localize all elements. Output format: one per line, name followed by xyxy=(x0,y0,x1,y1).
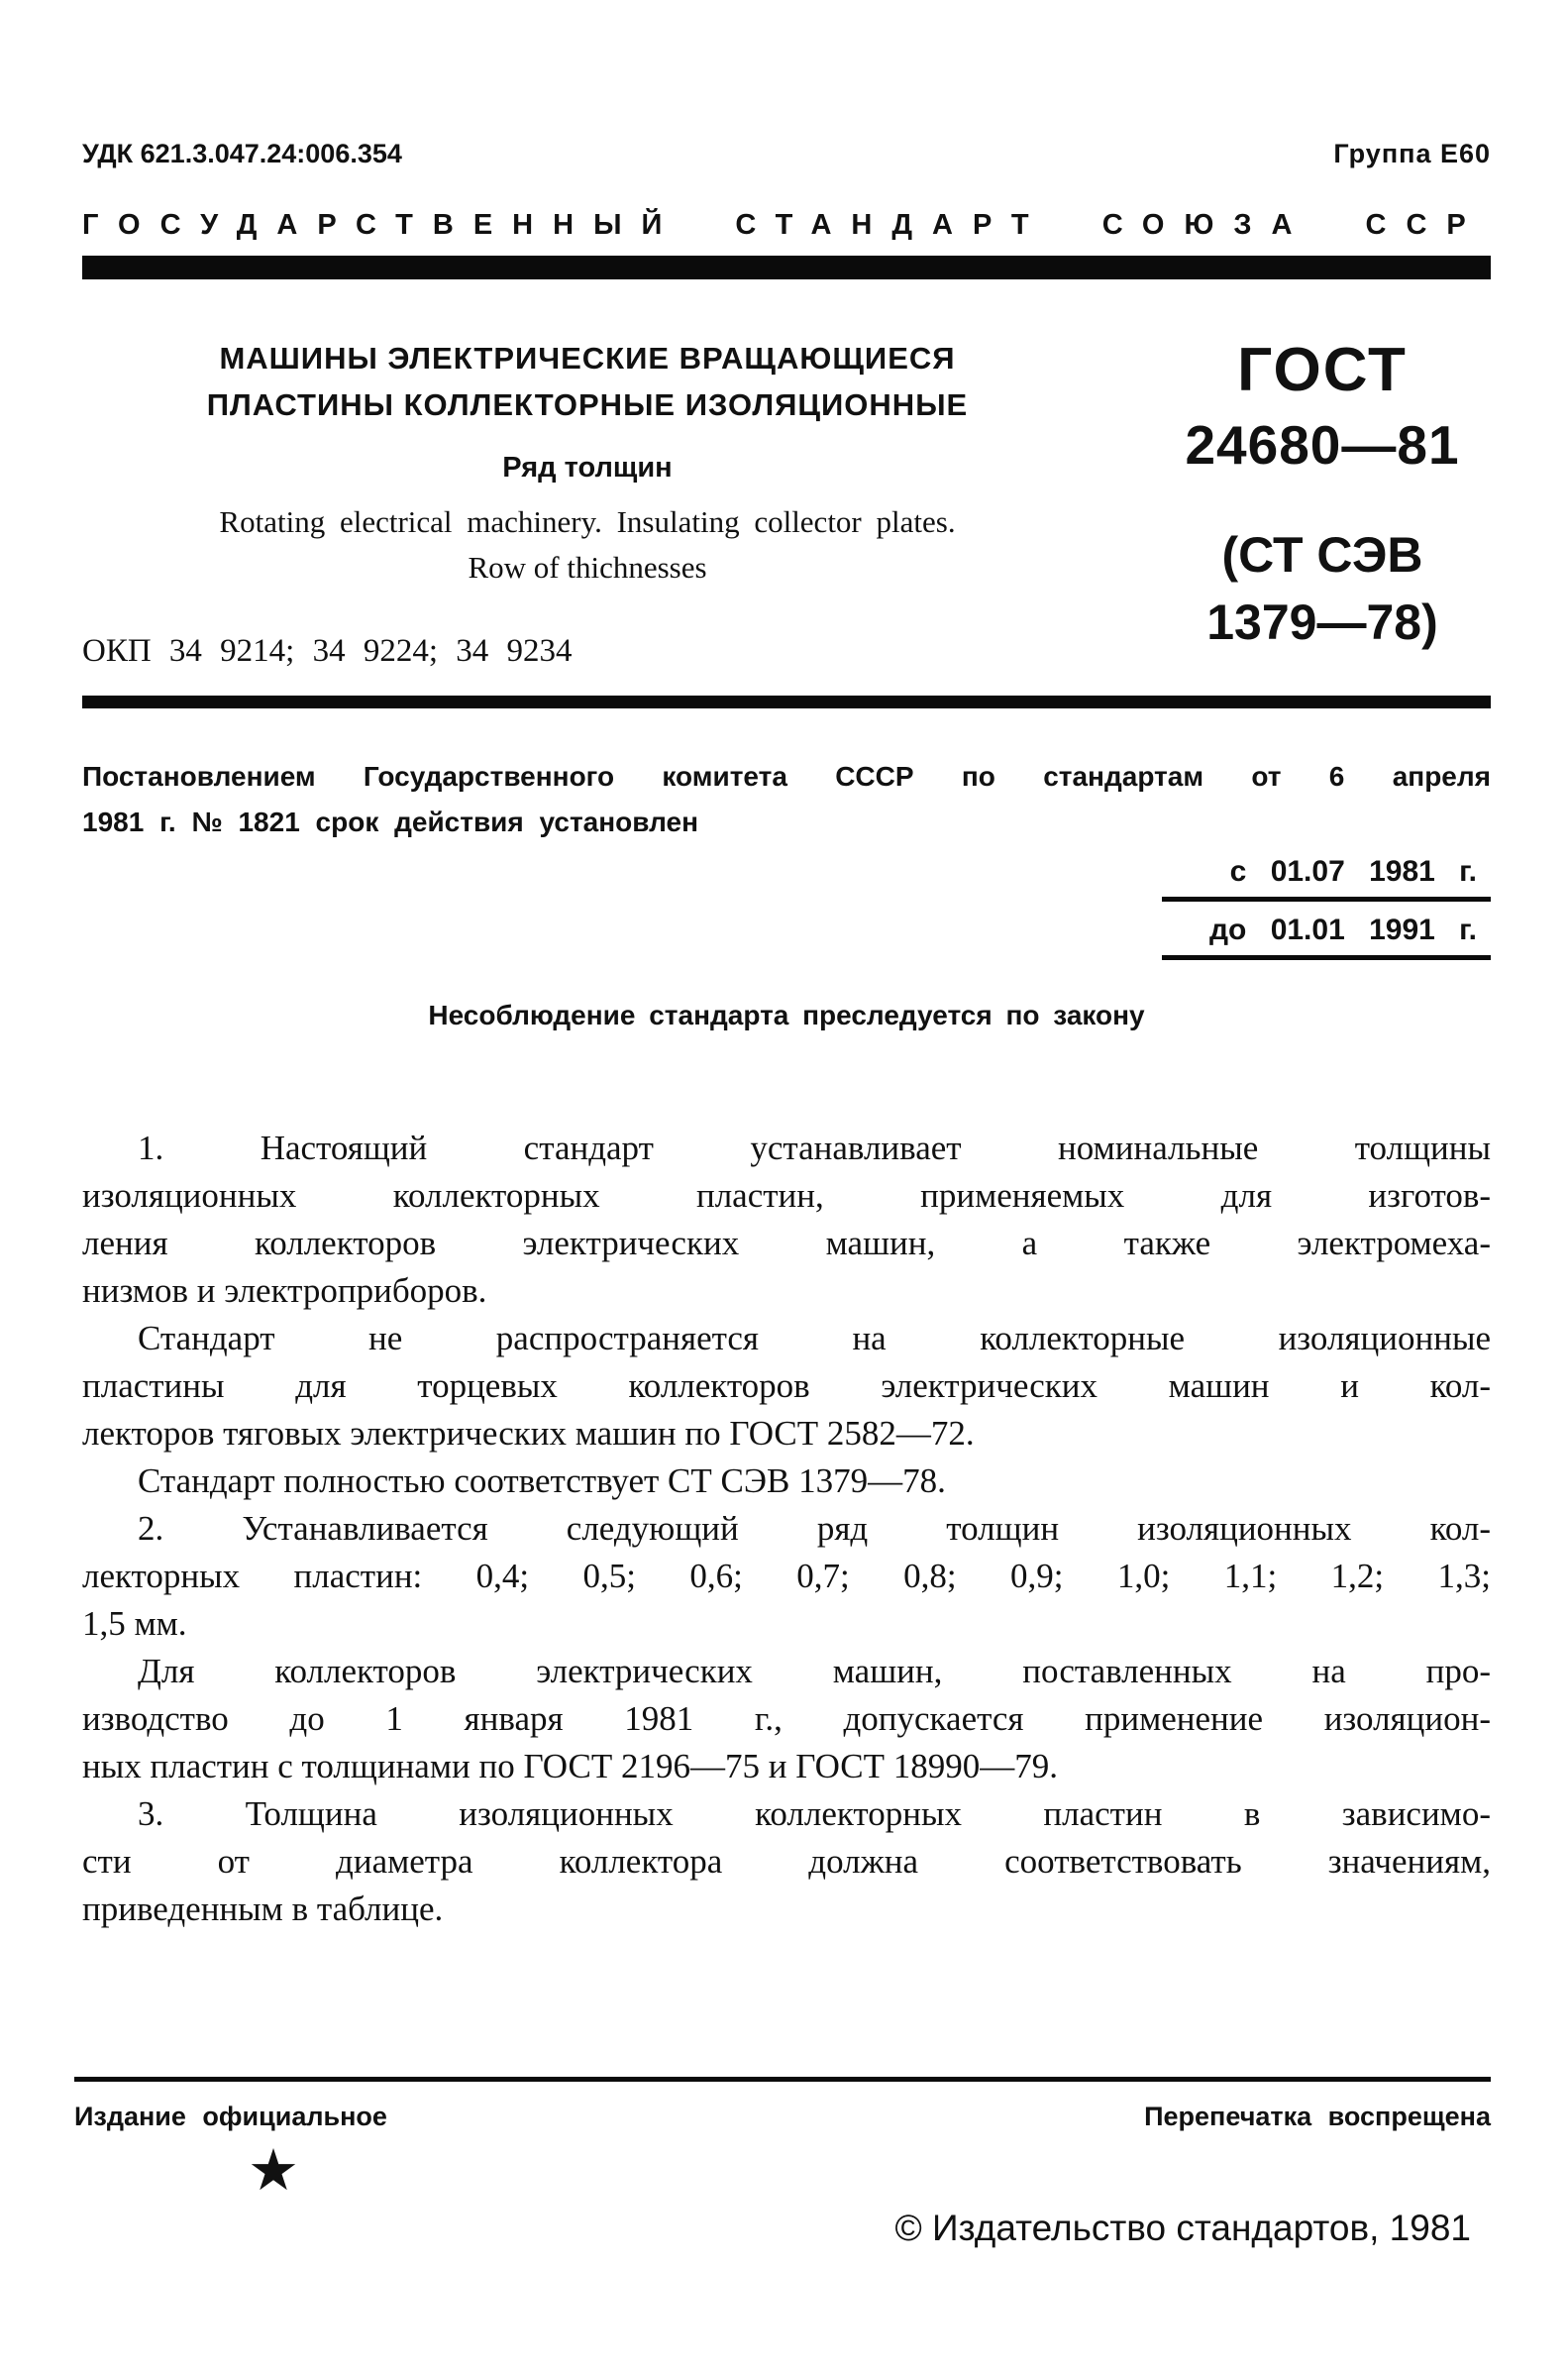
title-english-line1: Rotating electrical machinery. Insulating collector plates. xyxy=(219,504,956,539)
state-standard-heading: ГОСУДАРСТВЕННЫЙ СТАНДАРТ СОЮЗА ССР xyxy=(82,209,1486,241)
body-line: 1,5 мм. xyxy=(82,1604,187,1643)
top-meta-row xyxy=(82,0,1491,169)
title-section xyxy=(82,335,1491,670)
body-paragraph xyxy=(82,1790,1491,1933)
gost-label: ГОСТ xyxy=(1237,336,1408,404)
body-line: 1. Настоящий стандарт устанавливает номинальные толщины xyxy=(138,1129,1491,1167)
decree-line1: Постановлением Государственного комитета СССР по стандартам от 6 апреля xyxy=(82,761,1491,792)
gost-number-block xyxy=(1154,335,1491,670)
subtitle-russian: Ряд толщин xyxy=(502,452,673,484)
body-line: пластины для торцевых коллекторов электрических машин и кол- xyxy=(82,1366,1491,1405)
okp-codes: ОКП 34 9214; 34 9224; 34 9234 xyxy=(82,633,573,669)
body-paragraph xyxy=(82,1648,1491,1790)
decree-paragraph xyxy=(82,754,1491,845)
body-paragraph xyxy=(82,1457,1491,1505)
star-icon: ★ xyxy=(248,2138,299,2203)
body-paragraphs xyxy=(82,1125,1491,1933)
date-from: с 01.07 1981 г. xyxy=(1162,855,1491,902)
validity-dates xyxy=(82,855,1491,972)
body-paragraph xyxy=(82,1505,1491,1648)
body-line: лекторных пластин: 0,4; 0,5; 0,6; 0,7; 0,8; 0,9; 1,0; 1,1; 1,2; 1,3; xyxy=(82,1557,1491,1595)
st-sev-line1: (СТ СЭВ xyxy=(1221,527,1423,583)
body-line: изоляционных коллекторных пластин, применяемых для изготов- xyxy=(82,1176,1491,1215)
body-line: Стандарт не распространяется на коллекторные изоляционные xyxy=(138,1319,1491,1357)
body-line: сти от диаметра коллектора должна соответствовать значениям, xyxy=(82,1842,1491,1881)
body-line: низмов и электроприборов. xyxy=(82,1271,487,1310)
body-line: ных пластин с толщинами по ГОСТ 2196—75 и ГОСТ 18990—79. xyxy=(82,1747,1059,1785)
body-line: ления коллекторов электрических машин, а также электромеха- xyxy=(82,1224,1491,1262)
body-line: приведенным в таблице. xyxy=(82,1889,444,1928)
title-russian xyxy=(82,335,1093,428)
footer-rule xyxy=(74,2077,1491,2082)
title-russian-line1: МАШИНЫ ЭЛЕКТРИЧЕСКИЕ ВРАЩАЮЩИЕСЯ xyxy=(219,341,956,376)
decree-line2: 1981 г. № 1821 срок действия установлен xyxy=(82,807,698,837)
publisher-copyright: © Издательство стандартов, 1981 xyxy=(894,2208,1471,2248)
group-code: Группа Е60 xyxy=(1333,139,1491,168)
body-line: Для коллекторов электрических машин, поставленных на про- xyxy=(138,1652,1491,1690)
page-footer xyxy=(74,2077,1491,2248)
body-line: Стандарт полностью соответствует СТ СЭВ 1379—78. xyxy=(138,1461,946,1500)
date-to: до 01.01 1991 г. xyxy=(1162,914,1491,960)
gost-number: 24680—81 xyxy=(1185,414,1460,476)
body-line: лекторов тяговых электрических машин по ГОСТ 2582—72. xyxy=(82,1414,975,1453)
body-paragraph xyxy=(82,1315,1491,1457)
title-left-column xyxy=(82,335,1093,670)
footer-labels-row xyxy=(74,2102,1491,2132)
reprint-forbidden-label: Перепечатка воспрещена xyxy=(1144,2102,1491,2131)
body-paragraph xyxy=(82,1125,1491,1315)
official-edition-label: Издание официальное xyxy=(74,2102,387,2131)
section-divider-bar xyxy=(82,696,1491,708)
body-line: 2. Устанавливается следующий ряд толщин изоляционных кол- xyxy=(138,1509,1491,1548)
legal-notice: Несоблюдение стандарта преследуется по закону xyxy=(428,1000,1145,1030)
title-english-line2: Row of thichnesses xyxy=(468,550,707,585)
body-line: изводство до 1 января 1981 г., допускается применение изоляцион- xyxy=(82,1699,1491,1738)
title-russian-line2: ПЛАСТИНЫ КОЛЛЕКТОРНЫЕ ИЗОЛЯЦИОННЫЕ xyxy=(206,387,969,422)
heading-bar xyxy=(82,256,1491,279)
udk-code: УДК 621.3.047.24:006.354 xyxy=(82,139,402,168)
st-sev-line2: 1379—78) xyxy=(1206,594,1438,650)
body-line: 3. Толщина изоляционных коллекторных пластин в зависимо- xyxy=(138,1794,1491,1833)
